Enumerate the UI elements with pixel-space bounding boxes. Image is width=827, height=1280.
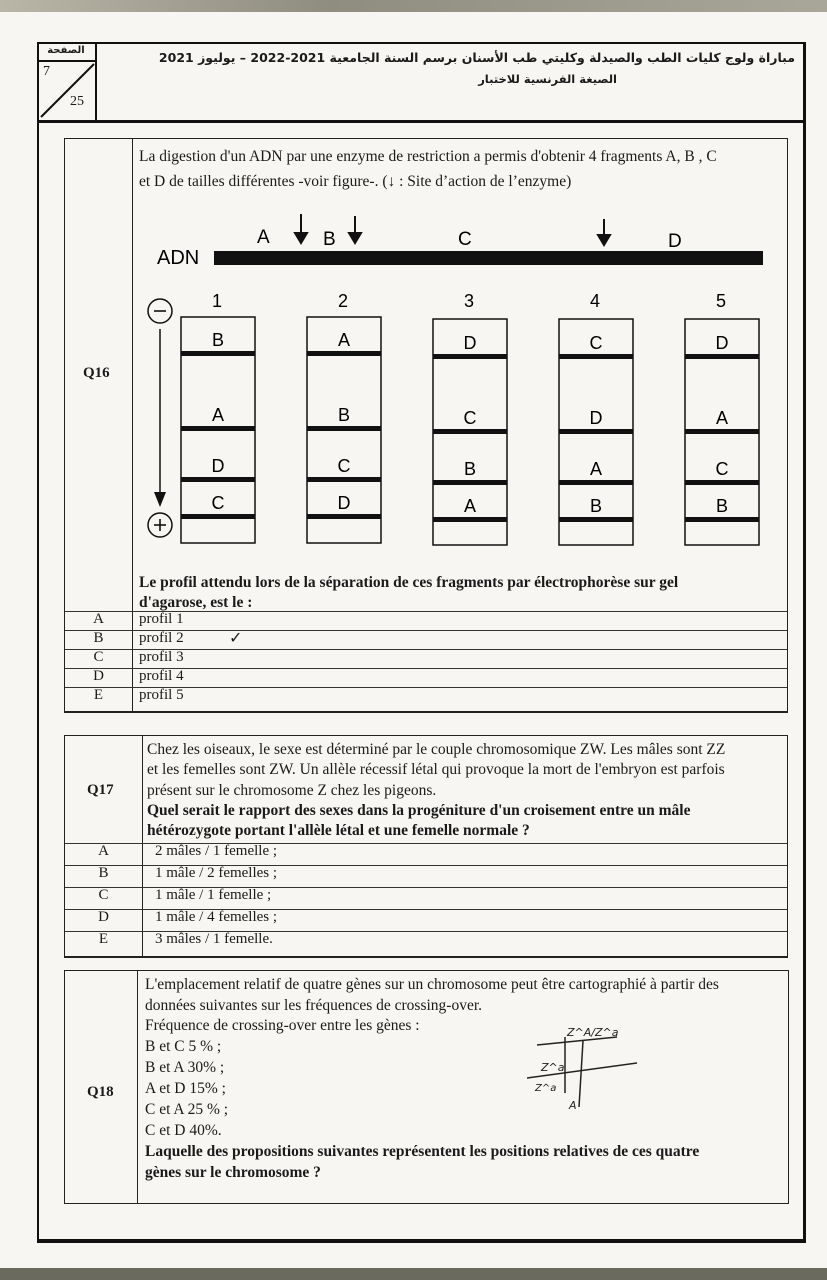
band-label: C [715, 459, 729, 479]
band-label: B [463, 459, 477, 479]
page-number: 7 [43, 64, 50, 79]
exam-header [37, 42, 804, 123]
gel-band-a [433, 517, 507, 522]
gel-lane-5 [685, 291, 759, 545]
q17-question-line2: hétérozygote portant l'allèle létal et une femelle normale ? [147, 822, 530, 839]
question-q17 [64, 735, 788, 958]
option-letter: D [93, 668, 104, 684]
band-label: D [715, 333, 729, 353]
q16-question-line2: d'agarose, est le : [139, 594, 253, 611]
fragment-label-b: B [323, 229, 336, 250]
option-a[interactable] [65, 611, 787, 630]
option-b[interactable] [65, 630, 787, 649]
gel-band-b [433, 480, 507, 485]
dna-label: ADN [157, 247, 200, 269]
q18-frequency: C et D 40%. [145, 1122, 222, 1139]
gel-band-c [433, 429, 507, 434]
check-mark-icon: ✓ [229, 628, 243, 647]
lane-number: 2 [337, 291, 349, 311]
option-letter: E [98, 931, 109, 947]
gel-lane-1 [181, 291, 255, 543]
cut-site-arrow-icon [295, 214, 307, 243]
gel-band-a [181, 426, 255, 431]
q16-intro-line2: et D de tailles différentes -voir figure-. (↓ : Site d’action de l’enzyme) [139, 173, 572, 190]
gel-band-b [559, 517, 633, 522]
question-q18 [64, 970, 789, 1204]
band-label: A [589, 459, 603, 479]
gel-band-a [307, 351, 381, 356]
option-letter: B [98, 865, 109, 881]
dna-restriction-figure [145, 209, 785, 269]
q18-line3: Fréquence de crossing-over entre les gènes : [145, 1017, 420, 1034]
exam-subtitle: الصيغة الفرنسية للاختبار [478, 72, 617, 86]
option-b[interactable] [65, 865, 787, 887]
question-number: Q18 [87, 1084, 114, 1100]
scribble-bottom: Z^a [535, 1083, 557, 1094]
exam-title: مباراة ولوج كليات الطب والصيدلة وكليتي طب الأسنان برسم السنة الجامعية 2021-2022 – يوليوز 2021 [158, 50, 795, 65]
lane-number: 5 [715, 291, 727, 311]
gel-lane-4 [559, 291, 633, 545]
option-text: 1 mâle / 2 femelles ; [155, 865, 278, 881]
question-number: Q17 [87, 782, 114, 798]
lane-number: 4 [589, 291, 601, 311]
gel-band-a [685, 429, 759, 434]
photo-background-bottom [0, 1268, 827, 1280]
q18-question-line1: Laquelle des propositions suivantes représentent les positions relatives de ces quatre [145, 1143, 700, 1160]
band-label: C [337, 456, 351, 476]
gel-band-b [307, 426, 381, 431]
option-text: 1 mâle / 1 femelle ; [155, 887, 272, 903]
column-divider [137, 971, 138, 1203]
option-text: 3 mâles / 1 femelle. [155, 931, 273, 947]
q18-frequency: B et C 5 % ; [145, 1038, 222, 1055]
band-label: D [337, 493, 351, 513]
q16-intro-line1: La digestion d'un ADN par une enzyme de restriction a permis d'obtenir 4 fragments A, B , C [139, 148, 717, 165]
question-q16 [64, 138, 788, 713]
q18-line2: données suivantes sur les fréquences de crossing-over. [145, 997, 483, 1014]
option-letter: B [93, 630, 104, 646]
cut-site-arrow-icon [349, 216, 361, 243]
option-letter: C [93, 649, 104, 665]
band-label: A [337, 330, 351, 350]
gel-band-c [307, 477, 381, 482]
gel-band-d [685, 354, 759, 359]
scribble-top: Z^A/Z^a [567, 1026, 619, 1039]
band-label: D [211, 456, 225, 476]
band-label: A [211, 405, 225, 425]
gel-band-d [181, 477, 255, 482]
band-label: C [589, 333, 603, 353]
electrophoresis-profiles [139, 287, 779, 549]
q17-question-line1: Quel serait le rapport des sexes dans la progéniture d'un croisement entre un mâle [147, 802, 691, 819]
option-text: profil 2 [139, 630, 184, 646]
page-counter [37, 42, 97, 120]
option-text: profil 4 [139, 668, 184, 684]
page-label: الصفحة [37, 42, 95, 62]
option-c[interactable] [65, 649, 787, 668]
option-text: profil 1 [139, 611, 184, 627]
option-letter: C [98, 887, 109, 903]
gel-lane-3 [433, 291, 507, 545]
option-d[interactable] [65, 668, 787, 687]
fragment-label-a: A [257, 227, 270, 248]
option-letter: D [98, 909, 109, 925]
band-label: C [463, 408, 477, 428]
option-e[interactable] [65, 931, 787, 953]
scribble-right: A [569, 1099, 577, 1112]
lane-number: 3 [463, 291, 475, 311]
gel-band-b [685, 517, 759, 522]
band-label: A [463, 496, 477, 516]
q18-question-line2: gènes sur le chromosome ? [145, 1164, 321, 1181]
gel-band-a [559, 480, 633, 485]
q18-frequency: A et D 15% ; [145, 1080, 226, 1097]
option-text: profil 3 [139, 649, 184, 665]
page-total: 25 [70, 94, 84, 109]
migration-arrow-icon [154, 329, 166, 507]
q16-question-line1: Le profil attendu lors de la séparation de ces fragments par électrophorèse sur gel [139, 574, 679, 591]
band-label: B [337, 405, 351, 425]
anode-icon [148, 513, 172, 537]
dna-strand [214, 251, 763, 265]
band-label: B [211, 330, 225, 350]
option-text: profil 5 [139, 687, 184, 703]
band-label: D [463, 333, 477, 353]
band-label: B [589, 496, 603, 516]
option-d[interactable] [65, 909, 787, 931]
question-number: Q16 [83, 365, 110, 381]
band-label: A [715, 408, 729, 428]
gel-band-d [559, 429, 633, 434]
gel-band-d [433, 354, 507, 359]
option-letter: A [93, 611, 104, 627]
fragment-label-d: D [668, 231, 682, 252]
option-e[interactable] [65, 687, 787, 706]
band-label: D [589, 408, 603, 428]
lane-number: 1 [211, 291, 223, 311]
gel-band-d [307, 514, 381, 519]
cut-site-arrow-icon [598, 219, 610, 245]
gel-band-c [685, 480, 759, 485]
option-c[interactable] [65, 887, 787, 909]
gel-lane-2 [307, 291, 381, 543]
option-letter: A [98, 843, 109, 859]
q18-frequency: C et A 25 % ; [145, 1101, 229, 1118]
q17-line1: Chez les oiseaux, le sexe est déterminé par le couple chromosomique ZW. Les mâles sont ZZ [147, 741, 726, 758]
band-label: C [211, 493, 225, 513]
q17-line2: et les femelles sont ZW. Un allèle récessif létal qui provoque la mort de l'embryon est parfois [147, 761, 725, 778]
gel-band-b [181, 351, 255, 356]
band-label: B [715, 496, 729, 516]
option-a[interactable] [65, 843, 787, 865]
fragment-label-c: C [458, 229, 472, 250]
gel-band-c [559, 354, 633, 359]
q17-line3: présent sur le chromosome Z chez les pigeons. [147, 782, 437, 799]
q18-line1: L'emplacement relatif de quatre gènes sur un chromosome peut être cartographié à partir des [145, 976, 719, 993]
cathode-icon [148, 299, 172, 323]
handwritten-punnett-scribble [527, 1023, 647, 1123]
option-text: 2 mâles / 1 femelle ; [155, 843, 278, 859]
option-letter: E [93, 687, 104, 703]
gel-band-c [181, 514, 255, 519]
scribble-left: Z^a [541, 1061, 565, 1074]
option-text: 1 mâle / 4 femelles ; [155, 909, 278, 925]
q18-frequency: B et A 30% ; [145, 1059, 225, 1076]
